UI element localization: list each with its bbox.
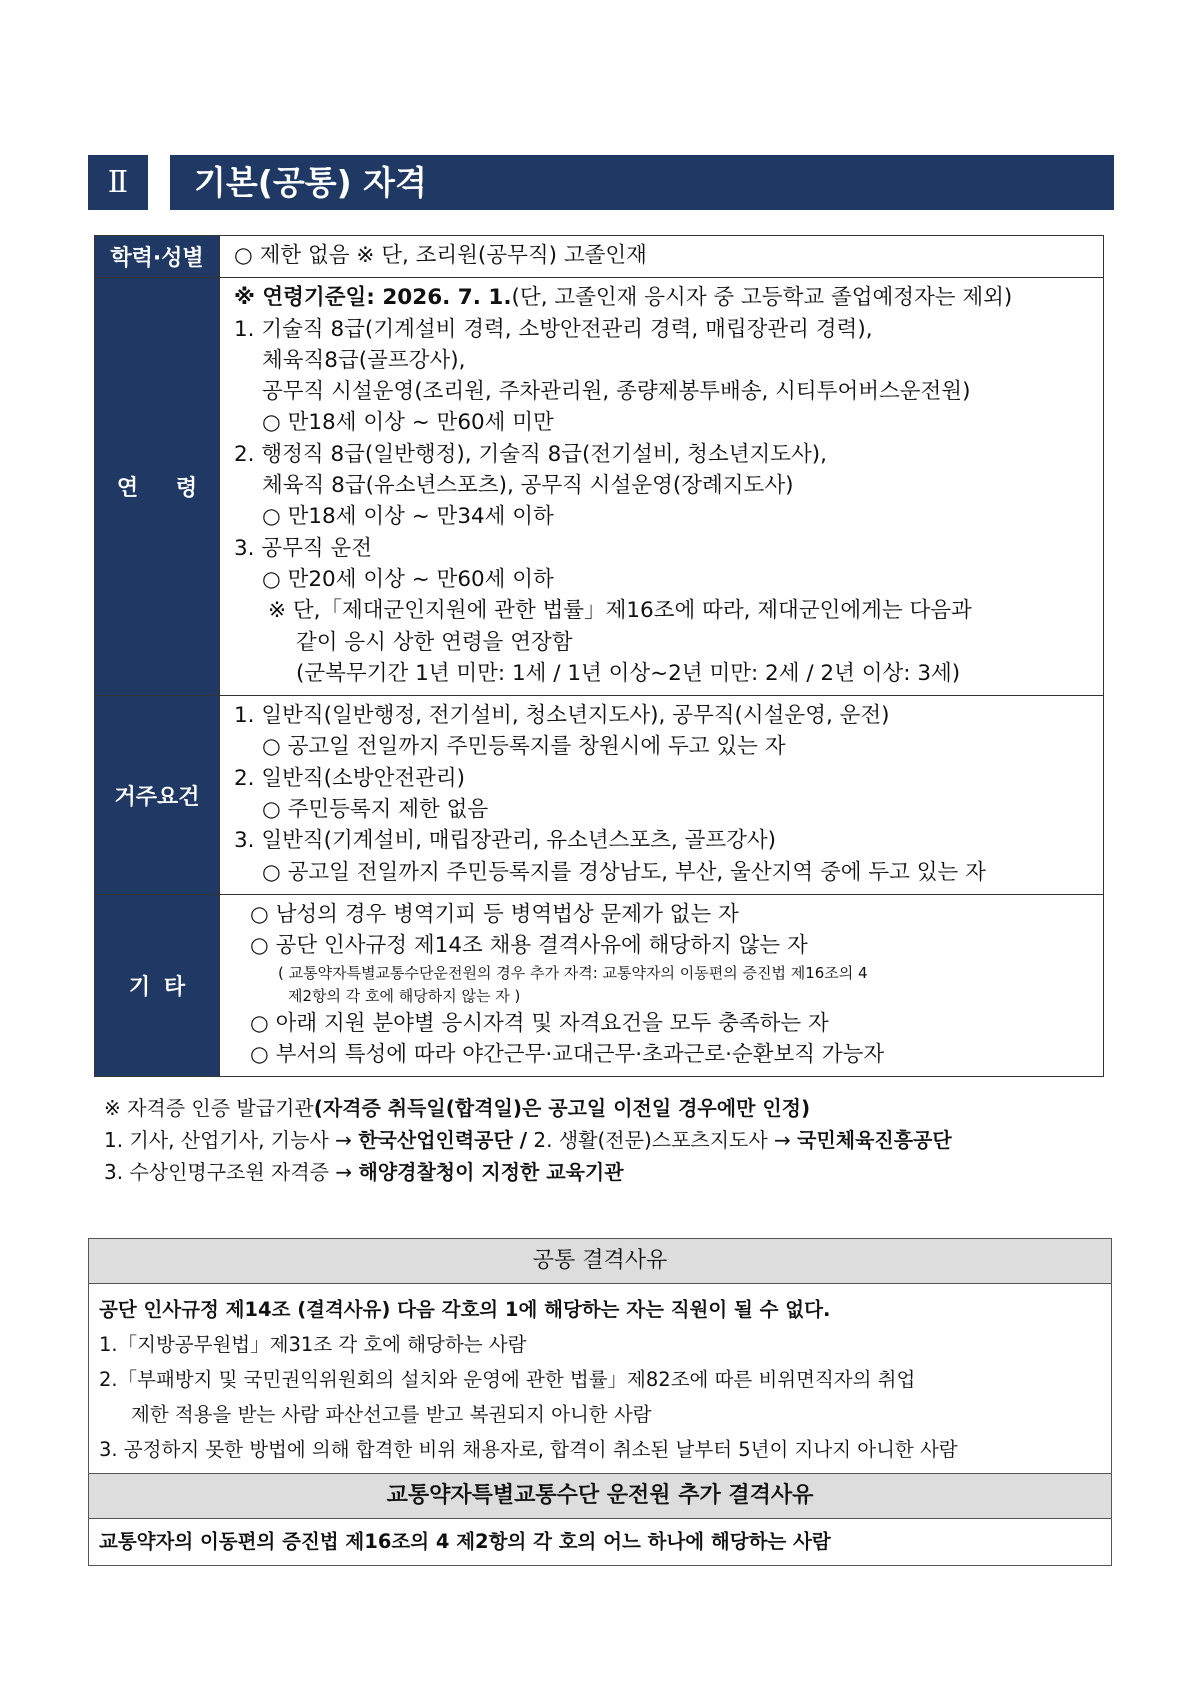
label-etc: 기 타 xyxy=(95,894,220,1076)
note-bold: 국민체육진흥공단 xyxy=(797,1128,952,1152)
section-title: 기본(공통) 자격 xyxy=(170,155,1114,210)
certification-notes xyxy=(104,1092,1124,1188)
note-text: 2. 생활(전문)스포츠지도사 → xyxy=(527,1128,798,1152)
section-number: Ⅱ xyxy=(88,155,148,210)
age-line: 체육직8급(골프강사), xyxy=(262,347,466,373)
age-line: ○ 만18세 이상 ~ 만60세 미만 xyxy=(262,410,554,436)
common-item: 제한 적용을 받는 사람 파산선고를 받고 복권되지 아니한 사람 xyxy=(131,1403,652,1426)
residence-line: ○ 공고일 전일까지 주민등록지를 창원시에 두고 있는 자 xyxy=(262,734,786,760)
content-age xyxy=(220,278,1104,696)
etc-line: ○ 아래 지원 분야별 응시자격 및 자격요건을 모두 충족하는 자 xyxy=(250,1010,829,1036)
disqualification-box xyxy=(88,1238,1112,1566)
etc-note: ( 교통약자특별교통수단운전원의 경우 추가 자격: 교통약자의 이동편의 증진법 제16조의 4 xyxy=(278,963,868,982)
residence-line: 2. 일반직(소방안전관리) xyxy=(234,765,466,791)
common-item: 1.「지방공무원법」제31조 각 호에 해당하는 사람 xyxy=(99,1333,527,1356)
note-line-1 xyxy=(104,1092,1124,1124)
note-line-2 xyxy=(104,1124,1124,1156)
etc-line: ○ 공단 인사규정 제14조 채용 결격사유에 해당하지 않는 자 xyxy=(250,933,808,959)
common-item: 2.「부패방지 및 국민권익위원회의 설치와 운영에 관한 법률」제82조에 따른 비위면직자의 취업 xyxy=(99,1368,916,1391)
common-disqualification-body xyxy=(89,1284,1111,1473)
etc-note: 제2항의 각 호에 해당하지 않는 자 ) xyxy=(288,986,521,1005)
age-line: ○ 만20세 이상 ~ 만60세 이하 xyxy=(262,566,554,592)
row-age xyxy=(95,278,1104,696)
row-education xyxy=(95,236,1104,278)
content-education xyxy=(220,236,1104,278)
age-line: ※ 단,「제대군인지원에 관한 법률」제16조에 따라, 제대군인에게는 다음과 xyxy=(268,598,972,624)
residence-line: 3. 일반직(기계설비, 매립장관리, 유소년스포츠, 골프강사) xyxy=(234,828,777,854)
age-criteria-bold: ※ 연령기준일: 2026. 7. 1. xyxy=(234,285,512,311)
age-line: 1. 기술직 8급(기계설비 경력, 소방안전관리 경력, 매립장관리 경력), xyxy=(234,316,873,342)
common-item: 3. 공정하지 못한 방법에 의해 합격한 비위 채용자로, 합격이 취소된 날부터 5년이 지나지 아니한 사람 xyxy=(99,1438,958,1461)
transport-disqualification-text: 교통약자의 이동편의 증진법 제16조의 4 제2항의 각 호의 어느 하나에 해당하는 사람 xyxy=(99,1530,831,1553)
note-text: 3. 수상인명구조원 자격증 → xyxy=(104,1160,359,1184)
row-residence xyxy=(95,696,1104,895)
education-text: ○ 제한 없음 ※ 단, 조리원(공무직) 고졸인재 xyxy=(234,243,647,268)
label-education: 학력·성별 xyxy=(95,236,220,278)
note-text: ※ 자격증 인증 발급기관 xyxy=(104,1096,314,1120)
etc-line: ○ 부서의 특성에 따라 야간근무·교대근무·초과근로·순환보직 가능자 xyxy=(250,1041,885,1067)
common-disqualification-title: 공통 결격사유 xyxy=(89,1239,1111,1284)
age-criteria-rest: (단, 고졸인재 응시자 중 고등학교 졸업예정자는 제외) xyxy=(511,285,1013,311)
label-residence: 거주요건 xyxy=(95,696,220,895)
residence-line: ○ 주민등록지 제한 없음 xyxy=(262,797,489,823)
common-intro: 공단 인사규정 제14조 (결격사유) 다음 각호의 1에 해당하는 자는 직원이 될 수 없다. xyxy=(99,1298,831,1321)
etc-line: ○ 남성의 경우 병역기피 등 병역법상 문제가 없는 자 xyxy=(250,901,739,927)
note-text: 1. 기사, 산업기사, 기능사 → xyxy=(104,1128,359,1152)
content-etc xyxy=(220,894,1104,1076)
age-line: (군복무기간 1년 미만: 1세 / 1년 이상~2년 미만: 2세 / 2년 이상: 3세) xyxy=(296,660,961,686)
note-bold: (자격증 취득일(합격일)은 공고일 이전일 경우에만 인정) xyxy=(313,1096,811,1120)
age-line: 3. 공무직 운전 xyxy=(234,535,373,561)
age-line: ○ 만18세 이상 ~ 만34세 이하 xyxy=(262,504,554,530)
note-bold: 해양경찰청이 지정한 교육기관 xyxy=(358,1160,624,1184)
residence-line: 1. 일반직(일반행정, 전기설비, 청소년지도사), 공무직(시설운영, 운전) xyxy=(234,703,890,729)
age-line: 공무직 시설운영(조리원, 주차관리원, 종량제봉투배송, 시티투어버스운전원) xyxy=(262,379,971,405)
note-line-3 xyxy=(104,1156,1124,1188)
qualification-table xyxy=(94,235,1104,1077)
row-etc xyxy=(95,894,1104,1076)
age-line: 2. 행정직 8급(일반행정), 기술직 8급(전기설비, 청소년지도사), xyxy=(234,441,828,467)
age-line: 같이 응시 상한 연령을 연장함 xyxy=(296,629,573,655)
content-residence xyxy=(220,696,1104,895)
age-line: 체육직 8급(유소년스포츠), 공무직 시설운영(장례지도사) xyxy=(262,473,794,499)
transport-disqualification-title: 교통약자특별교통수단 운전원 추가 결격사유 xyxy=(89,1473,1111,1519)
section-header xyxy=(88,155,1114,210)
age-criteria xyxy=(234,282,1097,313)
label-age: 연 령 xyxy=(95,278,220,696)
note-bold: 한국산업인력공단 / xyxy=(358,1128,528,1152)
residence-line: ○ 공고일 전일까지 주민등록지를 경상남도, 부산, 울산지역 중에 두고 있는 자 xyxy=(262,859,986,885)
